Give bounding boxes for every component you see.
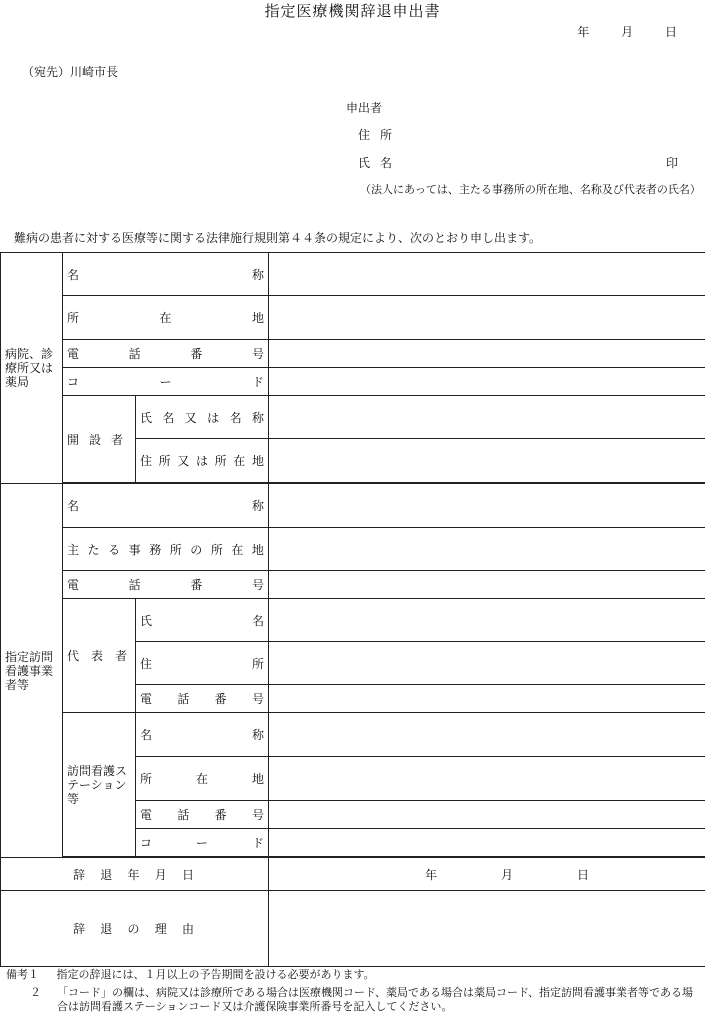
label-char: 務: [149, 541, 161, 558]
submission-date: [549, 23, 677, 40]
label-char: 又: [177, 452, 189, 469]
remark-1-label: 備考１: [6, 968, 39, 981]
hospital-section-header: 病院、診療所又は薬局: [1, 253, 63, 484]
rep-phone-label: [136, 685, 269, 713]
label-char: 称: [252, 497, 264, 514]
label-char: 番: [215, 806, 227, 823]
label-char: ド: [252, 373, 264, 390]
hospital-name-field[interactable]: [269, 253, 705, 296]
label-char: 又: [185, 409, 197, 426]
page-title: 指定医療機関辞退申出書: [0, 0, 705, 21]
station-location-label: [136, 757, 269, 801]
label-char: 名: [67, 497, 79, 514]
label-char: 代: [67, 647, 79, 664]
resign-month-label: 月: [501, 866, 513, 883]
nursing-name-field[interactable]: [269, 484, 705, 528]
label-char: 者: [111, 431, 123, 448]
main-office-field[interactable]: [269, 528, 705, 571]
label-char: 月: [155, 866, 167, 883]
founder-name-field[interactable]: [269, 396, 705, 439]
hospital-code-field[interactable]: [269, 368, 705, 396]
label-char: 設: [89, 431, 101, 448]
applicant-label: 申出者: [346, 99, 382, 116]
label-char: た: [88, 541, 100, 558]
label-char: 所: [159, 452, 171, 469]
rep-name-field[interactable]: [269, 599, 705, 642]
label-char: 電: [140, 806, 152, 823]
label-char: 所: [215, 452, 227, 469]
label-char: 在: [231, 541, 243, 558]
label-char: 号: [252, 690, 264, 707]
rep-address-label: [136, 642, 269, 685]
label-char: 日: [182, 866, 194, 883]
label-char: 号: [252, 345, 264, 362]
label-char: 名: [252, 612, 264, 629]
nursing-phone-label: [63, 571, 269, 599]
label-char: 在: [196, 770, 208, 787]
founder-address-label: [136, 439, 269, 483]
label-char: 住: [140, 655, 152, 672]
label-char: 年: [127, 866, 139, 883]
label-char: 地: [252, 452, 264, 469]
label-char: 話: [177, 690, 189, 707]
corporation-note: （法人にあっては、主たる事務所の所在地、名称及び代表者の氏名）: [360, 181, 701, 197]
station-phone-label: [136, 801, 269, 829]
label-char: コ: [67, 373, 79, 390]
nursing-name-label: [63, 484, 269, 528]
label-char: 氏: [140, 612, 152, 629]
addressee: （宛先）川崎市長: [22, 63, 118, 80]
label-char: コ: [140, 834, 152, 851]
label-char: 番: [190, 576, 202, 593]
label-char: 退: [100, 920, 112, 937]
hospital-name-label: [63, 253, 269, 296]
label-char: 称: [252, 409, 264, 426]
label-char: は: [196, 452, 208, 469]
year-label: 年: [577, 25, 589, 39]
label-char: 所: [211, 541, 223, 558]
label-char: の: [127, 920, 139, 937]
resign-reason-label: [1, 891, 269, 967]
label-char: 号: [252, 576, 264, 593]
label-char: 理: [155, 920, 167, 937]
remark-1-text: 指定の辞退には、１月以上の予告期間を設ける必要があります。: [57, 968, 375, 981]
rep-phone-field[interactable]: [269, 685, 705, 713]
label-char: 住: [140, 452, 152, 469]
hospital-phone-field[interactable]: [269, 340, 705, 368]
label-char: 電: [67, 576, 79, 593]
label-char: 地: [252, 309, 264, 326]
label-char: 表: [91, 647, 103, 664]
resign-date-field[interactable]: [269, 858, 705, 891]
label-char: 番: [190, 345, 202, 362]
label-char: 氏: [140, 409, 152, 426]
remark-2-text: 「コード」の欄は、病院又は診療所である場合は医療機関コード、薬局である場合は薬局コード、指定訪問看護事業者等である場合は訪問看護ステーションコード又は介護保険事業所番号を記入してください。: [57, 986, 700, 1014]
founder-label: [63, 396, 136, 483]
label-char: 称: [252, 726, 264, 743]
label-char: 話: [129, 345, 141, 362]
label-char: る: [108, 541, 120, 558]
label-char: 地: [252, 541, 264, 558]
label-char: 者: [115, 647, 127, 664]
station-phone-field[interactable]: [269, 801, 705, 829]
label-char: 電: [140, 690, 152, 707]
label-char: 所: [170, 541, 182, 558]
label-char: 話: [129, 576, 141, 593]
rep-address-field[interactable]: [269, 642, 705, 685]
seal-mark: 印: [666, 154, 678, 171]
applicant-name-label: 氏名: [358, 154, 402, 171]
month-label: 月: [621, 25, 633, 39]
station-name-field[interactable]: [269, 713, 705, 757]
label-char: 電: [67, 345, 79, 362]
label-char: 名: [230, 409, 242, 426]
nursing-section-header: 指定訪問看護事業者等: [1, 484, 63, 858]
hospital-phone-label: [63, 340, 269, 368]
label-char: 話: [177, 806, 189, 823]
label-char: 地: [252, 770, 264, 787]
label-char: 由: [182, 920, 194, 937]
hospital-location-label: [63, 296, 269, 340]
label-char: は: [207, 409, 219, 426]
resignation-form-table: [0, 252, 705, 967]
label-char: ー: [159, 373, 171, 390]
label-char: 退: [100, 866, 112, 883]
label-char: の: [190, 541, 202, 558]
hospital-location-field[interactable]: [269, 296, 705, 340]
applicant-address-label: 住所: [358, 126, 402, 143]
intro-statement: 難病の患者に対する医療等に関する法律施行規則第４４条の規定により、次のとおり申し出ます。: [14, 229, 541, 246]
station-name-label: [136, 713, 269, 757]
label-char: 事: [129, 541, 141, 558]
representative-label: [63, 599, 136, 713]
label-char: 開: [67, 431, 79, 448]
label-char: 称: [252, 266, 264, 283]
hospital-code-label: [63, 368, 269, 396]
founder-name-label: [136, 396, 269, 439]
resign-year-label: 年: [425, 866, 437, 883]
day-label: 日: [665, 25, 677, 39]
label-char: 番: [215, 690, 227, 707]
label-char: 名: [162, 409, 174, 426]
label-char: 名: [140, 726, 152, 743]
station-code-field[interactable]: [269, 829, 705, 857]
remark-2-number: ２: [30, 986, 41, 1000]
label-char: 主: [67, 541, 79, 558]
label-char: ド: [252, 834, 264, 851]
label-char: 所: [140, 770, 152, 787]
label-char: 在: [159, 309, 171, 326]
resign-reason-field[interactable]: [269, 891, 705, 967]
remark-1: [6, 966, 375, 982]
label-char: 辞: [73, 866, 85, 883]
label-char: 名: [67, 266, 79, 283]
station-location-field[interactable]: [269, 757, 705, 801]
label-char: 辞: [73, 920, 85, 937]
rep-name-label: [136, 599, 269, 642]
founder-address-field[interactable]: [269, 439, 705, 483]
label-char: 号: [252, 806, 264, 823]
resign-day-label: 日: [577, 866, 589, 883]
remark-2: [30, 986, 700, 1014]
resign-date-label: [1, 858, 269, 891]
main-office-label: [63, 528, 269, 571]
label-char: ー: [196, 834, 208, 851]
label-char: 在: [233, 452, 245, 469]
station-label: 訪問看護ステーション等: [63, 713, 136, 857]
label-char: 所: [252, 655, 264, 672]
nursing-phone-field[interactable]: [269, 571, 705, 599]
label-char: 所: [67, 309, 79, 326]
station-code-label: [136, 829, 269, 857]
